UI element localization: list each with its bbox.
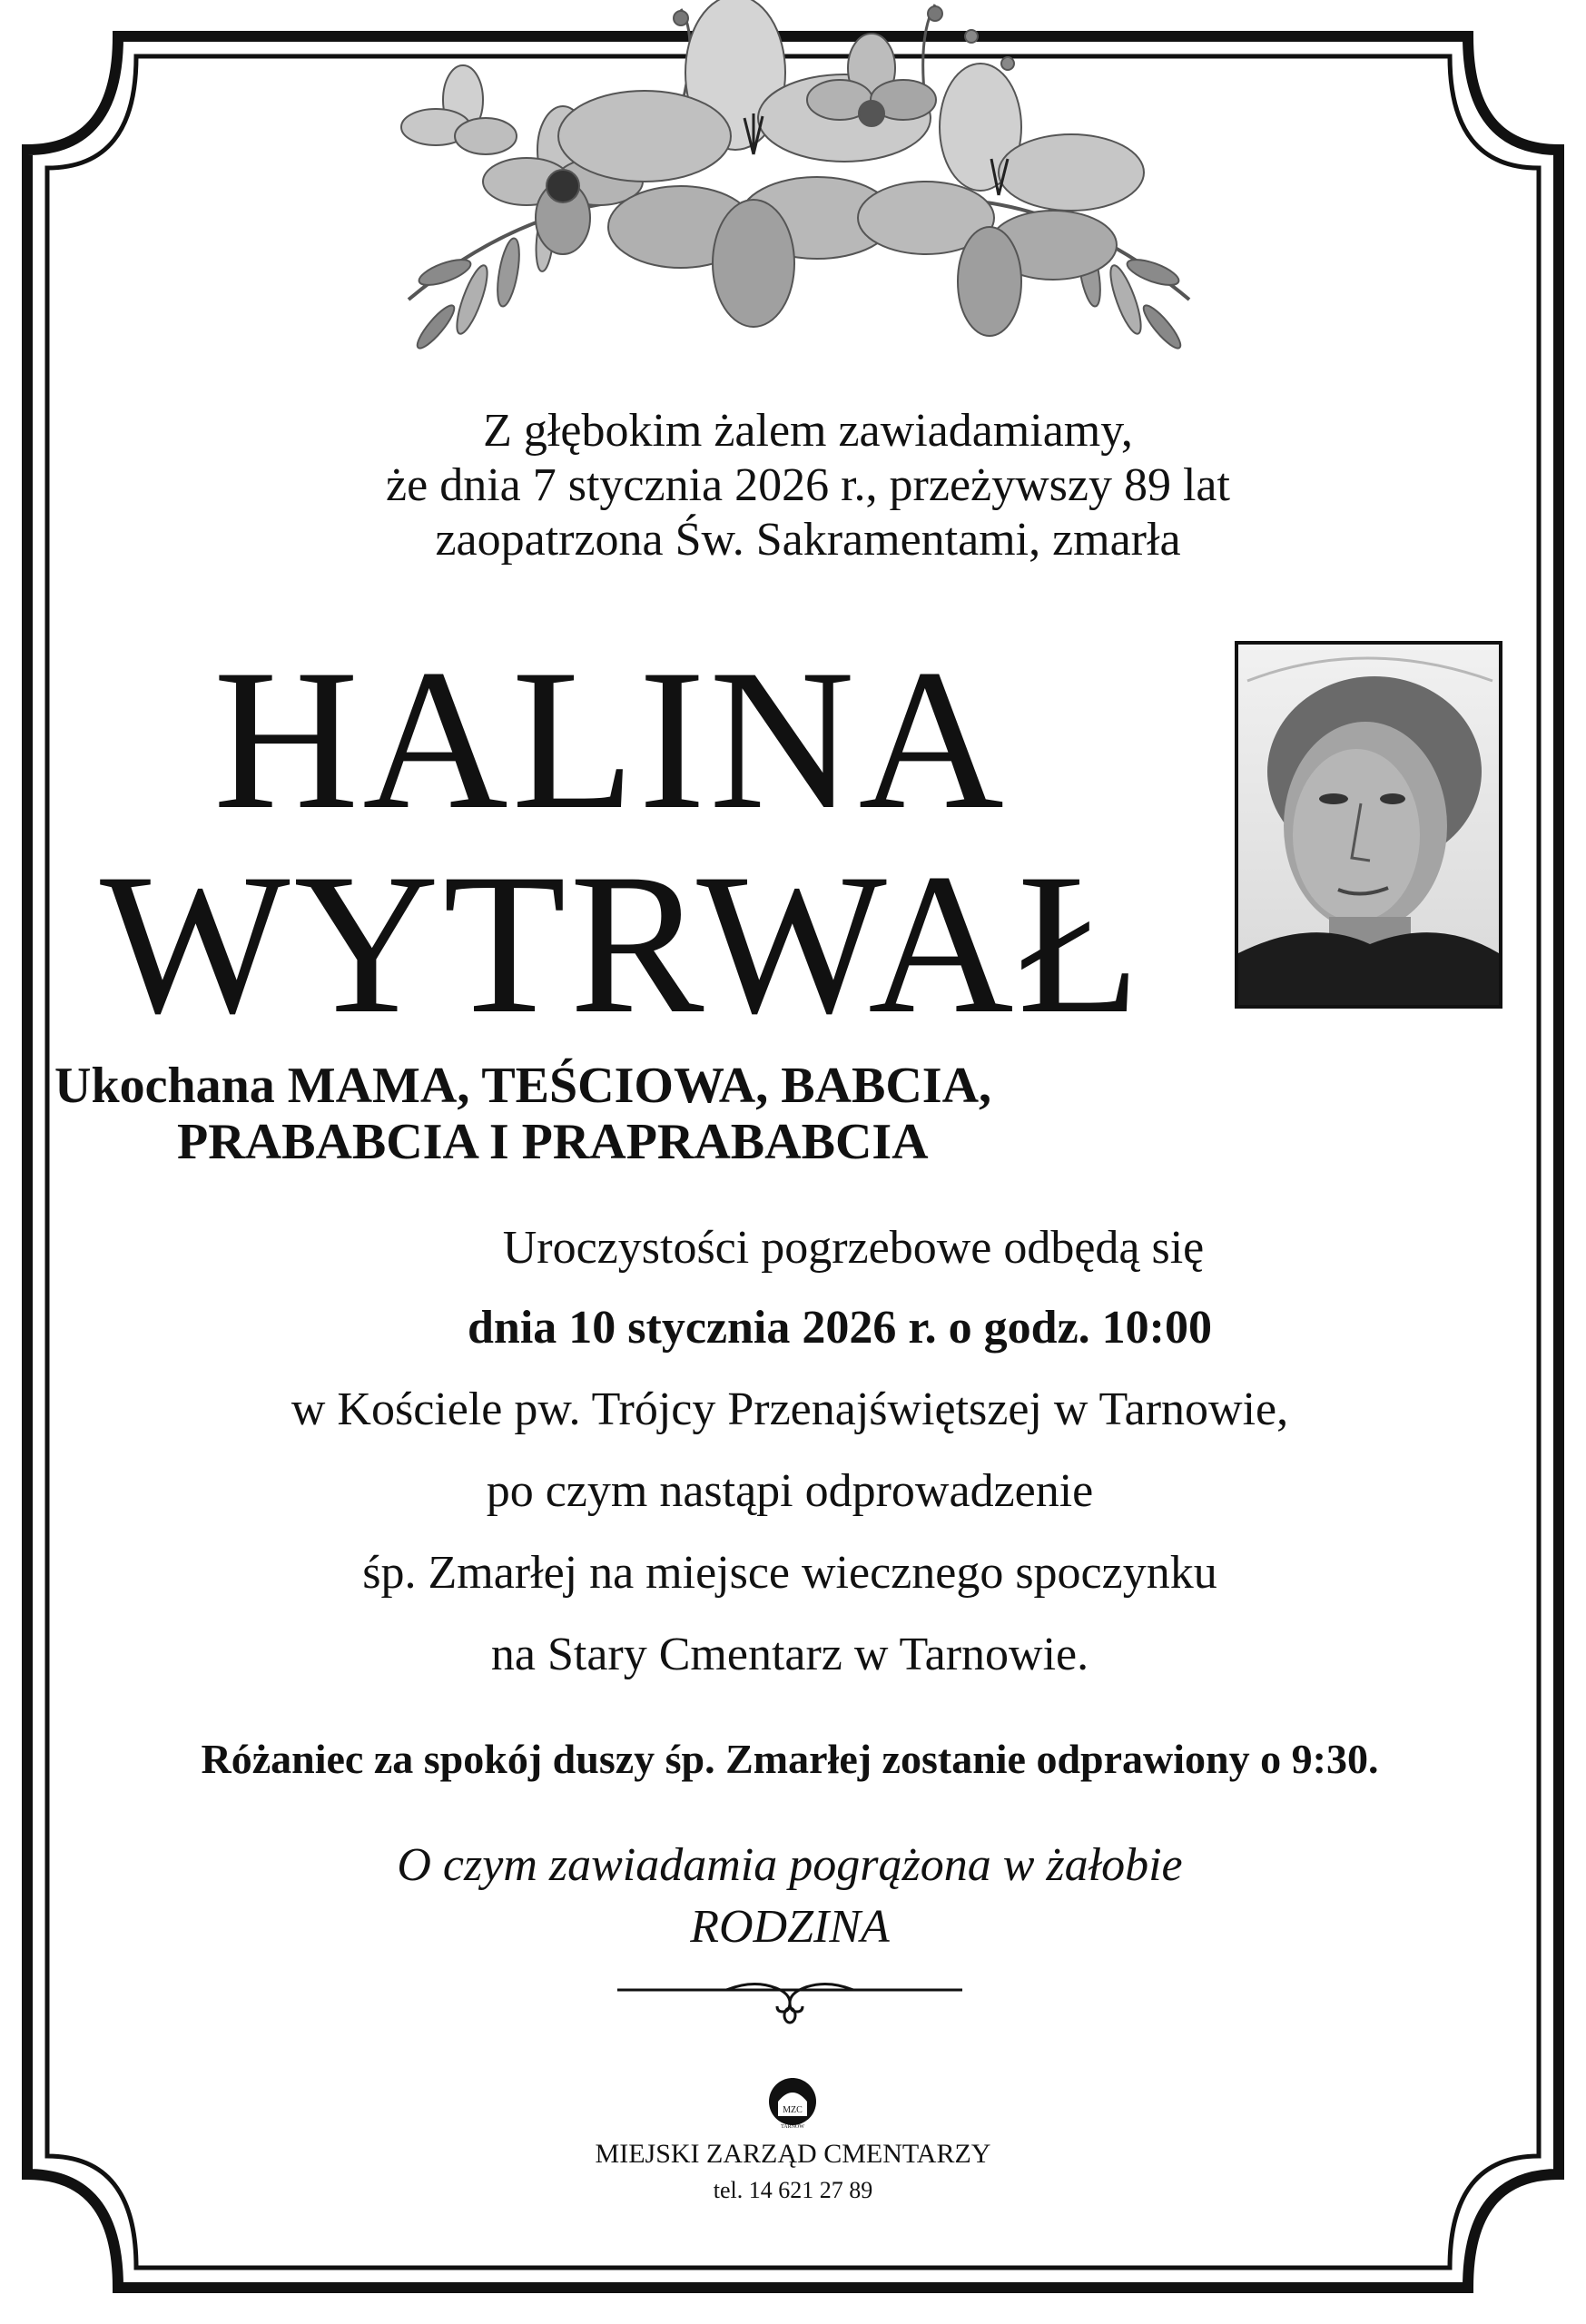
- funeral-line: Uroczystości pogrzebowe odbędą się: [502, 1222, 1205, 1274]
- intro-text: [272, 404, 1344, 567]
- ornament-divider: [617, 1972, 962, 2026]
- intro-line: Z głębokim żalem zawiadamiamy,: [483, 405, 1133, 457]
- flower-arrangement-image: [336, 0, 1262, 390]
- family-roles: [54, 1058, 1235, 1170]
- portrait-photo: [1235, 641, 1502, 1009]
- intro-line: że dnia 7 stycznia 2026 r., przeżywszy 89 lat: [386, 459, 1230, 511]
- funeral-date-line: dnia 10 stycznia 2026 r. o godz. 10:00: [468, 1302, 1212, 1354]
- mzc-logo-icon: [765, 2074, 820, 2129]
- organization-name: MIEJSKI ZARZĄD CMENTARZY: [595, 2139, 991, 2169]
- organization-phone: tel. 14 621 27 89: [713, 2177, 873, 2203]
- deceased-last-name: WYTRWAŁ: [100, 832, 1145, 1056]
- roles-line: Ukochana MAMA, TEŚCIOWA, BABCIA,: [54, 1058, 992, 1114]
- funeral-line: po czym nastąpi odprowadzenie: [486, 1465, 1094, 1517]
- deceased-first-name: HALINA: [213, 628, 1008, 852]
- rosary-note: Różaniec za spokój duszy śp. Zmarłej zostanie odprawiony o 9:30.: [201, 1736, 1379, 1782]
- funeral-line: w Kościele pw. Trójcy Przenajświętszej w Tarnowie,: [291, 1384, 1289, 1435]
- portrait-image: [1238, 645, 1499, 1005]
- funeral-details: [136, 1221, 1443, 1682]
- closing-line: O czym zawiadamia pogrążona w żałobie: [397, 1839, 1183, 1891]
- logo-subtext: TARNÓW: [781, 2124, 804, 2129]
- roles-line: PRABABCIA I PRAPRABABCIA: [177, 1114, 929, 1170]
- closing-text: [136, 1838, 1443, 1955]
- logo-text: MZC: [783, 2105, 803, 2115]
- closing-family: RODZINA: [690, 1901, 890, 1953]
- funeral-line: śp. Zmarłej na miejsce wiecznego spoczynku: [362, 1547, 1217, 1599]
- funeral-line: na Stary Cmentarz w Tarnowie.: [490, 1629, 1089, 1680]
- intro-line: zaopatrzona Św. Sakramentami, zmarła: [435, 514, 1181, 566]
